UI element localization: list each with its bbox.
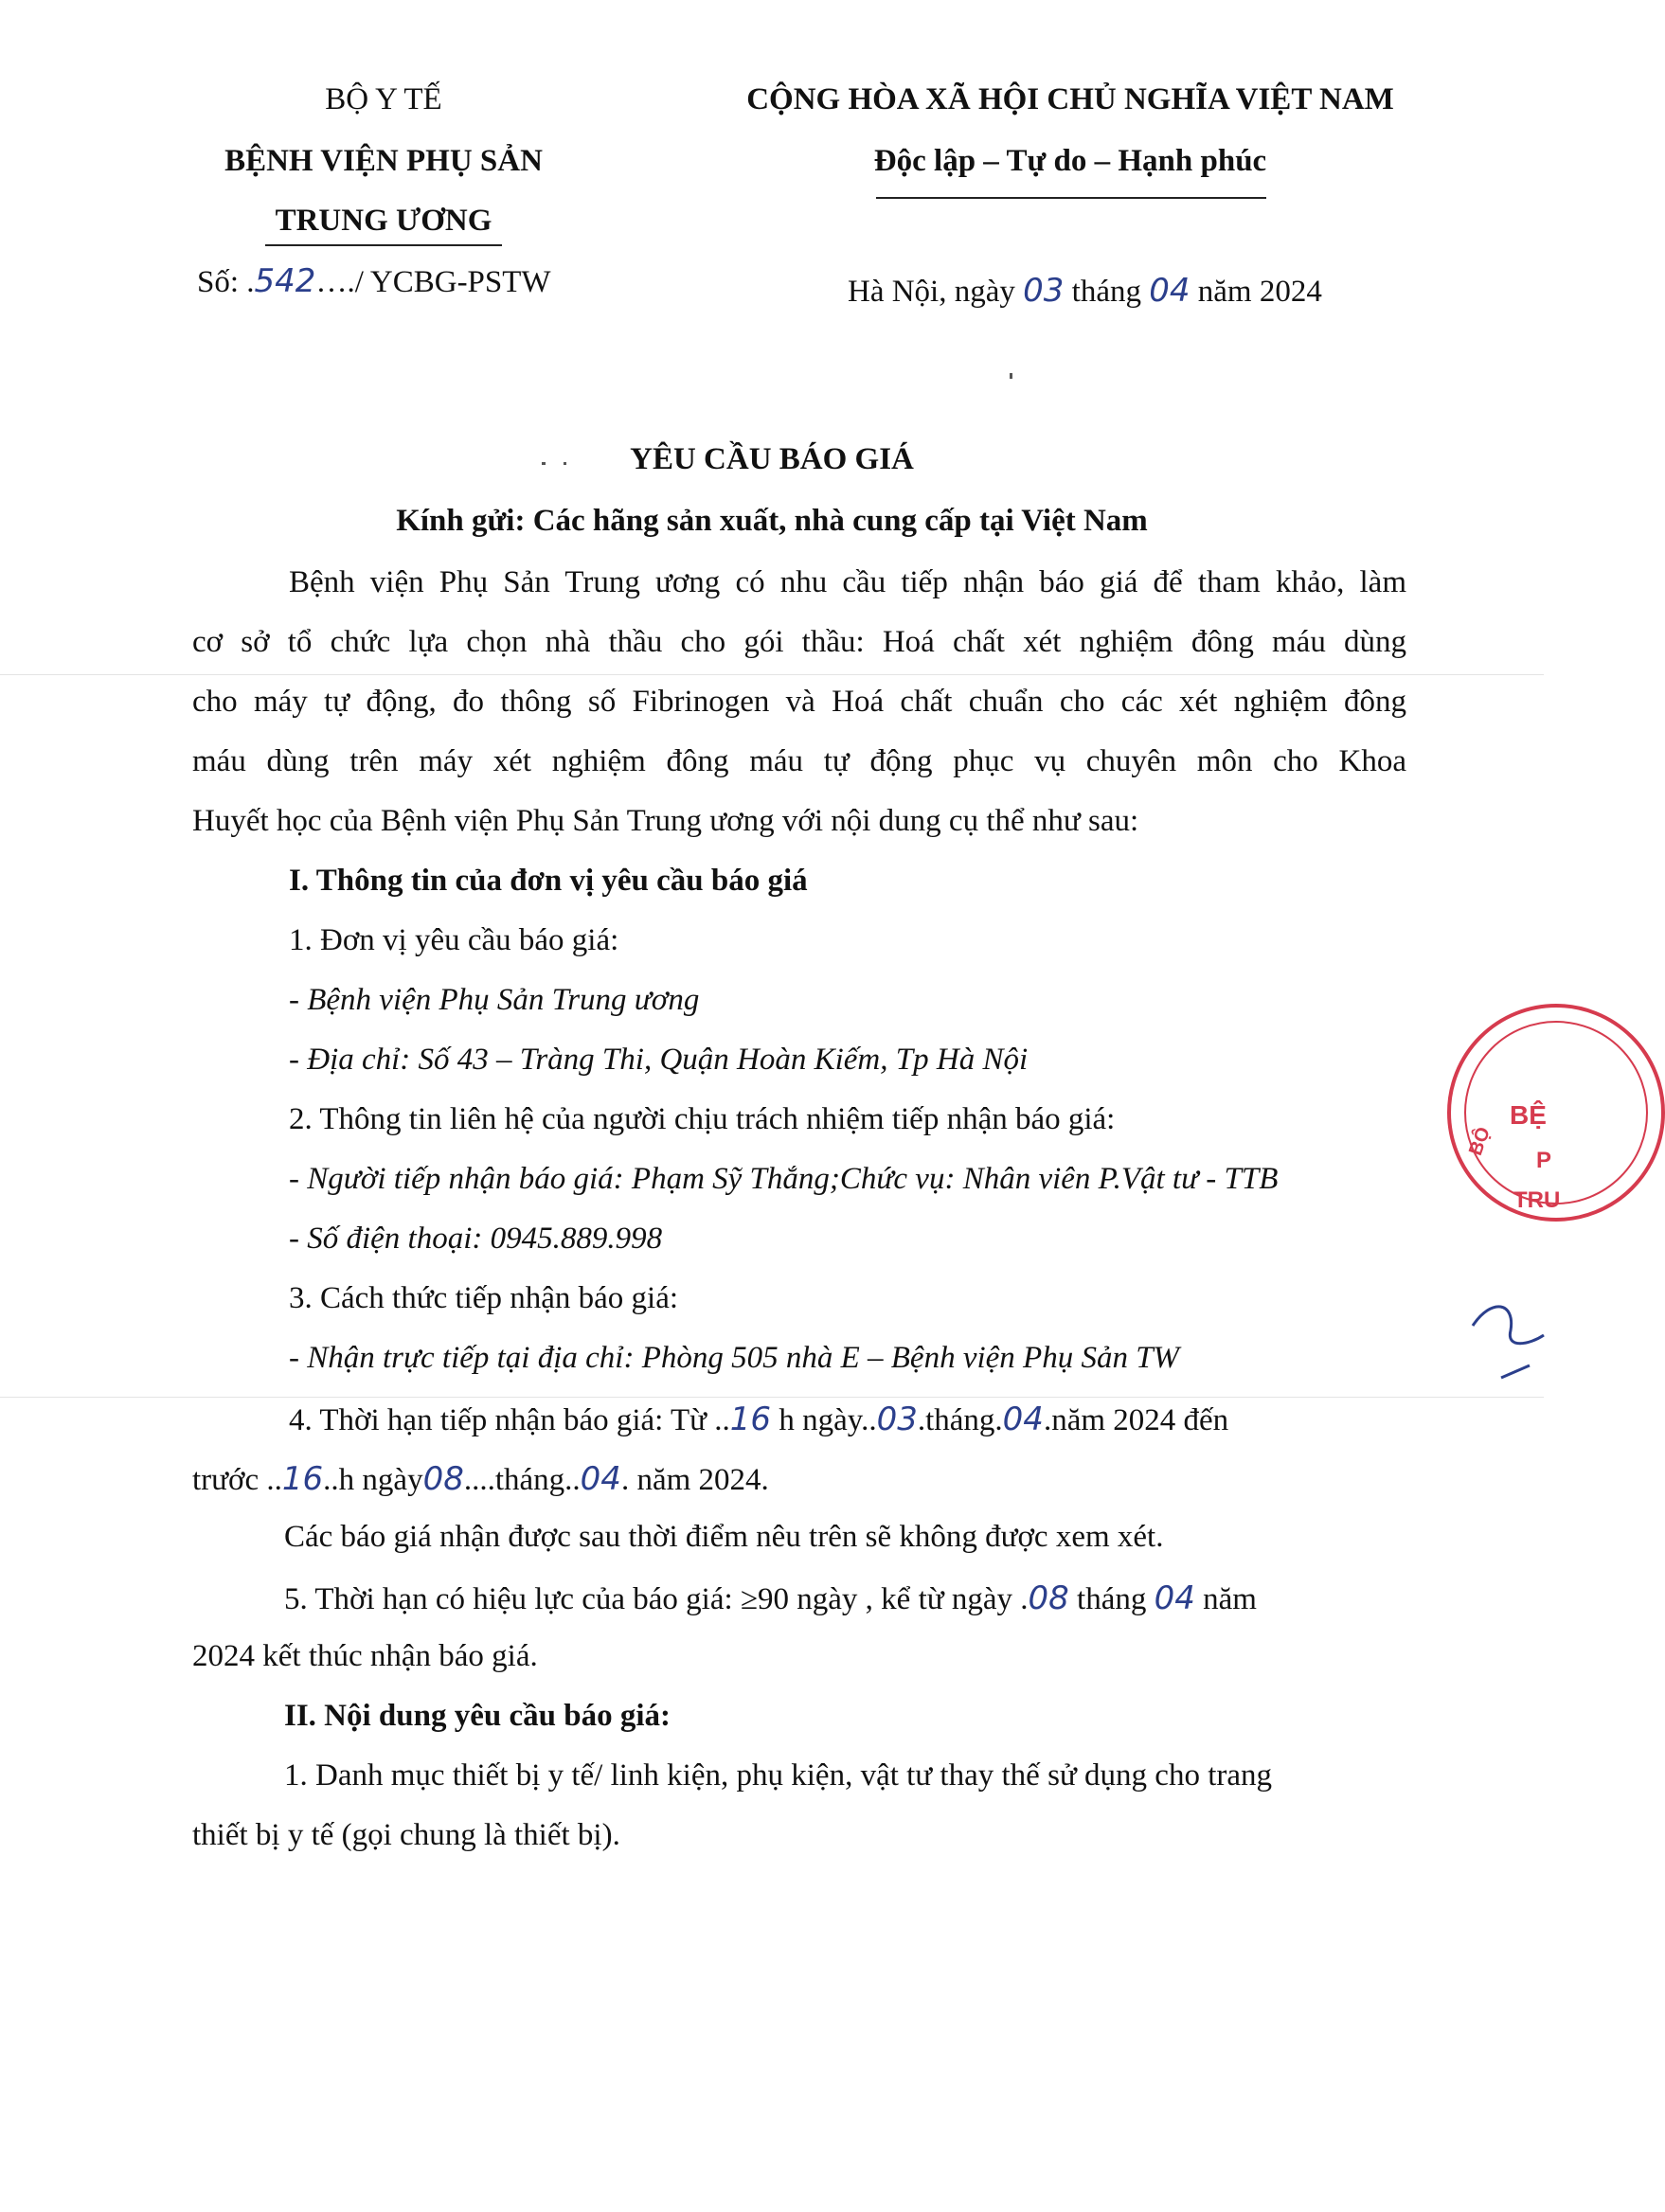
stamp-text: BỘ	[1465, 1124, 1495, 1159]
stamp-text: P	[1536, 1148, 1552, 1173]
date-day-handwritten: 03	[1023, 272, 1065, 310]
item4-text: ....tháng..	[463, 1463, 581, 1497]
item4-from-day-handwritten: 03	[876, 1400, 918, 1438]
section1-item2-person: - Người tiếp nhận báo giá: Phạm Sỹ Thắng;Chức vụ: Nhân viên P.Vật tư - TTB	[289, 1162, 1279, 1196]
item4-text: trước ..	[192, 1463, 282, 1497]
signature-fragment	[1463, 1259, 1544, 1382]
item4-from-month-handwritten: 04	[1002, 1400, 1044, 1438]
document-title: YÊU CẦU BÁO GIÁ	[630, 442, 914, 476]
item4-from-hour-handwritten: 16	[729, 1400, 772, 1438]
section1-item3: 3. Cách thức tiếp nhận báo giá:	[289, 1281, 679, 1315]
date-prefix: Hà Nội, ngày	[848, 275, 1015, 309]
scan-artifact-line	[0, 674, 1544, 675]
section2-heading: II. Nội dung yêu cầu báo giá:	[284, 1699, 671, 1733]
section2-item1-line2: thiết bị y tế (gọi chung là thiết bị).	[192, 1818, 620, 1852]
hospital-name-line1: BỆNH VIỆN PHỤ SẢN	[224, 144, 543, 178]
item4-text: 4. Thời hạn tiếp nhận báo giá: Từ ..	[289, 1403, 730, 1437]
item4-to-day-handwritten: 08	[422, 1460, 464, 1498]
item5-text: 5. Thời hạn có hiệu lực của báo giá: ≥90 ngày , kể từ ngày .	[284, 1582, 1029, 1616]
official-stamp	[1447, 1004, 1665, 1222]
item4-text: h ngày..	[771, 1403, 877, 1437]
intro-line: máu dùng trên máy xét nghiệm đông máu tự động phục vụ chuyên môn cho Khoa	[192, 744, 1406, 778]
motto-underline	[876, 197, 1266, 199]
section1-item4-line2	[192, 1460, 769, 1498]
section1-item5-line2: 2024 kết thúc nhận báo giá.	[192, 1639, 538, 1673]
addressee: Kính gửi: Các hãng sản xuất, nhà cung cấp tại Việt Nam	[396, 504, 1148, 538]
item4-text: .tháng.	[917, 1403, 1003, 1437]
item5-text: tháng	[1068, 1582, 1155, 1616]
item4-text: ..h ngày	[323, 1463, 423, 1497]
intro-line: Bệnh viện Phụ Sản Trung ương có nhu cầu tiếp nhận báo giá để tham khảo, làm	[289, 565, 1406, 599]
ministry-name: BỘ Y TẾ	[325, 82, 442, 116]
item5-text: năm	[1194, 1582, 1257, 1616]
section1-note: Các báo giá nhận được sau thời điểm nêu trên sẽ không được xem xét.	[284, 1520, 1164, 1554]
country-name: CỘNG HÒA XÃ HỘI CHỦ NGHĨA VIỆT NAM	[746, 82, 1394, 116]
section1-item1-address: - Địa chỉ: Số 43 – Tràng Thi, Quận Hoàn Kiếm, Tp Hà Nội	[289, 1043, 1029, 1077]
header-left-underline	[265, 244, 502, 246]
section1-item1: 1. Đơn vị yêu cầu báo giá:	[289, 923, 619, 957]
item4-text: .năm 2024 đến	[1043, 1403, 1229, 1437]
item4-to-month-handwritten: 04	[580, 1460, 621, 1498]
scan-speck	[1010, 373, 1012, 379]
document-date	[848, 272, 1322, 310]
section2-item1-line1: 1. Danh mục thiết bị y tế/ linh kiện, phụ kiện, vật tư thay thế sử dụng cho trang	[284, 1758, 1272, 1793]
number-prefix: Số: .	[197, 265, 255, 299]
number-handwritten: 542	[254, 262, 316, 300]
date-month-handwritten: 04	[1149, 272, 1191, 310]
scan-speck	[542, 462, 546, 465]
intro-line: Huyết học của Bệnh viện Phụ Sản Trung ương với nội dung cụ thể như sau:	[192, 804, 1139, 838]
intro-line: cơ sở tổ chức lựa chọn nhà thầu cho gói thầu: Hoá chất xét nghiệm đông máu dùng	[192, 625, 1406, 659]
section1-item5-line1	[284, 1579, 1257, 1617]
number-suffix: …./ YCBG-PSTW	[315, 265, 551, 299]
stamp-inner-ring	[1464, 1021, 1648, 1204]
section1-item3-method: - Nhận trực tiếp tại địa chỉ: Phòng 505 nhà E – Bệnh viện Phụ Sản TW	[289, 1341, 1180, 1375]
section1-item4-line1	[289, 1400, 1228, 1438]
item5-day-handwritten: 08	[1028, 1579, 1069, 1617]
stamp-text: TRU	[1513, 1187, 1561, 1213]
section1-item2: 2. Thông tin liên hệ của người chịu trách nhiệm tiếp nhận báo giá:	[289, 1102, 1116, 1136]
hospital-name-line2: TRUNG ƯƠNG	[275, 204, 492, 238]
item4-to-hour-handwritten: 16	[281, 1460, 324, 1498]
section1-item2-phone: - Số điện thoại: 0945.889.998	[289, 1222, 663, 1256]
national-motto: Độc lập – Tự do – Hạnh phúc	[873, 144, 1267, 178]
scan-speck	[564, 462, 566, 465]
document-number	[197, 262, 551, 300]
item4-text: . năm 2024.	[620, 1463, 769, 1497]
date-month-label: tháng	[1071, 275, 1141, 309]
section1-heading: I. Thông tin của đơn vị yêu cầu báo giá	[289, 864, 808, 898]
section1-item1-name: - Bệnh viện Phụ Sản Trung ương	[289, 983, 700, 1017]
stamp-text: BỆ	[1510, 1100, 1547, 1130]
item5-month-handwritten: 04	[1154, 1579, 1195, 1617]
intro-line: cho máy tự động, đo thông số Fibrinogen và Hoá chất chuẩn cho các xét nghiệm đông	[192, 685, 1406, 719]
date-year: năm 2024	[1197, 275, 1322, 309]
scan-artifact-line	[0, 1397, 1544, 1398]
